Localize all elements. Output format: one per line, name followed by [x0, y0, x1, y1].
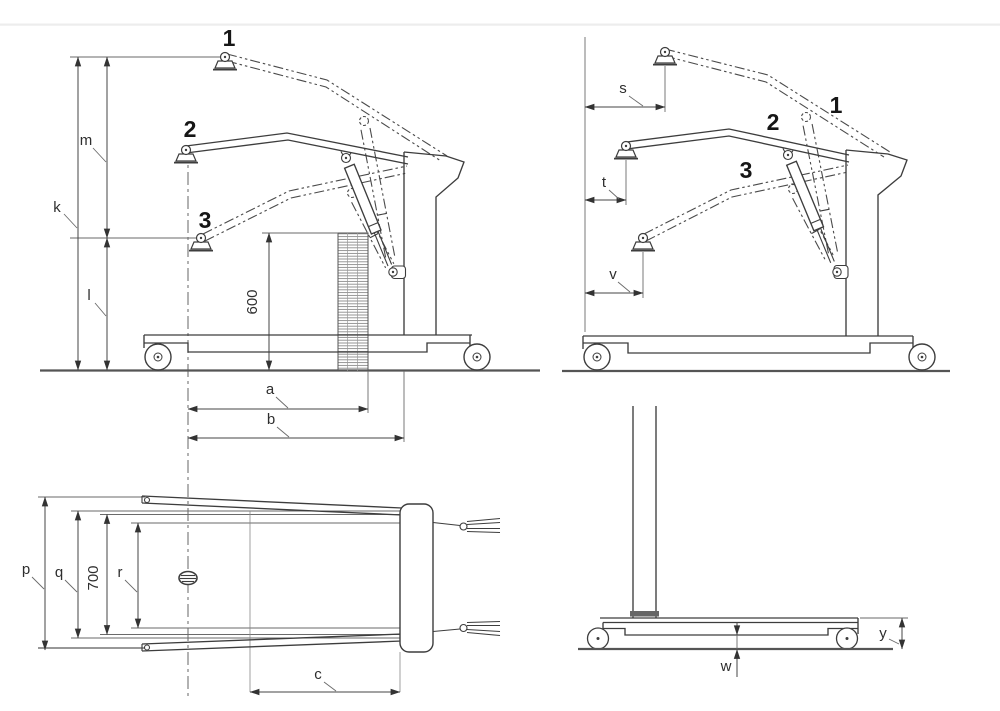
leg-outline [600, 618, 858, 635]
boom-position-1-phantom [227, 54, 447, 259]
pivot-pin [392, 271, 394, 273]
pivot-pin [345, 157, 347, 159]
mast-collar [630, 611, 659, 617]
hook-position-2 [614, 142, 638, 159]
dim-label-w: w [720, 658, 732, 675]
leader-a [276, 397, 288, 408]
caster-fork-bottom [433, 622, 500, 636]
leader-m [93, 148, 106, 162]
rear-wheel [837, 628, 858, 649]
position-label-3: 3 [198, 207, 212, 233]
leg-pin [145, 645, 150, 650]
fork-tine [467, 633, 500, 636]
dim-label-k: k [53, 199, 61, 216]
chassis-outline [144, 335, 472, 353]
leader-s [629, 96, 643, 106]
hook-position-1 [653, 48, 677, 65]
position-label-3: 3 [739, 157, 753, 183]
dim-label-v: v [609, 266, 617, 283]
left-leg-bottom [142, 634, 402, 651]
position-label-2: 2 [766, 109, 780, 135]
plan-view [22, 496, 500, 692]
boom-2-lower-edge [627, 136, 849, 162]
boom-2-upper-edge [627, 129, 849, 155]
fork-bar [433, 523, 460, 526]
chassis-outline [583, 336, 913, 353]
fork-tine [467, 532, 500, 533]
fork-tine [467, 622, 500, 623]
elevation-view [40, 25, 540, 442]
leg-edge [142, 496, 402, 508]
dim-label-700: 700 [85, 565, 102, 591]
pivot-pin [836, 271, 838, 273]
pivot-pin [787, 154, 789, 156]
boom-1-upper-edge [665, 49, 890, 152]
leader-b [277, 427, 289, 437]
hook-position-3 [631, 234, 655, 251]
fork-tine [467, 630, 500, 632]
leader-q [65, 580, 77, 592]
boom-position-2 [627, 129, 849, 162]
boom-position-2 [186, 133, 408, 164]
left-leg-top [142, 496, 402, 515]
leader-p [32, 577, 44, 589]
front-wheel [145, 344, 171, 370]
position-label-2: 2 [183, 116, 197, 142]
hook-position-2 [174, 146, 198, 163]
rear-wheel [464, 344, 490, 370]
fork-tine [467, 523, 500, 525]
boom-1-upper-edge [227, 54, 447, 156]
cylinder-1-pivot [802, 113, 811, 122]
dim-label-b: b [266, 411, 276, 428]
hook-position-3 [189, 234, 213, 251]
leader-y [889, 639, 899, 644]
cylinder-1-edge [370, 128, 395, 258]
dim-label-p: p [21, 561, 31, 578]
caster-fork-top [433, 519, 500, 533]
fork-bar [433, 629, 460, 632]
leader-k [64, 214, 77, 228]
fork-pivot [460, 523, 467, 530]
rear-wheel [909, 344, 935, 370]
boom-1-lower-edge [665, 56, 884, 157]
leader-l [95, 303, 106, 316]
hydraulic-cylinder [783, 149, 848, 279]
leader-r [125, 580, 137, 592]
reach-view [562, 37, 950, 371]
front-wheel [584, 344, 610, 370]
dim-label-r: r [117, 564, 123, 581]
leader-c [324, 682, 336, 691]
cylinder-1-pivot [360, 117, 369, 126]
cylinder-rod [821, 228, 835, 261]
scan-artifact-line [0, 24, 1000, 26]
position-label-1: 1 [222, 25, 236, 51]
dim-label-m: m [79, 132, 93, 149]
dim-label-t: t [601, 174, 607, 191]
cylinder-1-collar [820, 209, 829, 211]
fork-pivot [460, 625, 467, 632]
hatched-column [338, 233, 368, 371]
dim-label-a: a [265, 381, 275, 398]
boom-1-lower-edge [227, 61, 441, 161]
hook-position-1 [213, 53, 237, 70]
boom-position-1-phantom [665, 49, 890, 255]
dim-label-c: c [314, 666, 322, 683]
leg-edge [142, 503, 402, 515]
leg-pin [145, 498, 150, 503]
base-view [578, 406, 908, 677]
mast-body-plan [400, 504, 433, 652]
front-wheel [588, 628, 609, 649]
cylinder-1-collar [378, 213, 387, 215]
dim-label-s: s [619, 80, 627, 97]
load-column [338, 233, 368, 371]
leader-v [618, 282, 630, 292]
mast [846, 150, 907, 336]
mast [404, 152, 464, 335]
fork-tine [467, 519, 500, 522]
dim-label-l: l [87, 287, 91, 304]
dim-label-600: 600 [244, 289, 261, 315]
dim-label-y: y [879, 625, 887, 642]
position-label-1: 1 [829, 92, 843, 118]
leader-t [609, 190, 619, 199]
hook-point-marker [179, 572, 197, 585]
dim-label-q: q [54, 564, 64, 581]
